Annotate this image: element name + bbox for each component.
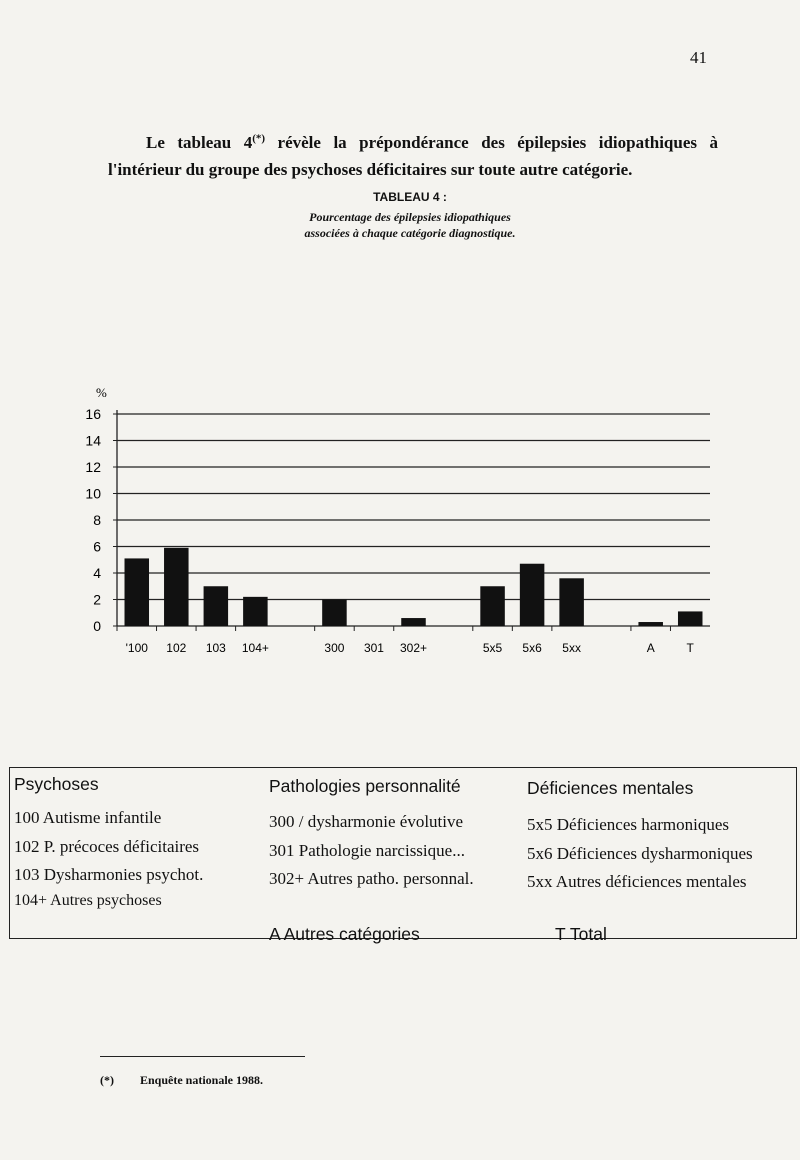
legend-item-5x6: 5x6 Déficiences dysharmoniques: [527, 844, 753, 863]
y-tick-label: 6: [93, 538, 101, 555]
bar-300: [322, 600, 347, 627]
y-tick-label: 14: [85, 432, 101, 449]
x-tick-label: 103: [205, 641, 226, 655]
legend-deficiences-heading: Déficiences mentales: [527, 778, 694, 798]
x-tick-label: 102: [166, 641, 187, 655]
bar-302: [401, 618, 426, 626]
footnote-reference: (*): [252, 132, 266, 145]
legend-item-5xx: 5xx Autres déficiences mentales: [527, 872, 747, 891]
bar-T: [678, 611, 703, 626]
x-tick-label: 302+: [399, 641, 428, 655]
x-tick-label: 301: [363, 641, 384, 655]
table-caption: [260, 209, 560, 241]
legend-item-5x5: 5x5 Déficiences harmoniques: [527, 815, 730, 834]
intro-text-end: révèle la prépondérance des épilepsies idiopathiques à l'intérieur du groupe des psychoses déficitaires sur toute autre catégorie.: [108, 133, 718, 180]
legend-item-103: 103 Dysharmonies psychot.: [14, 865, 204, 884]
table-caption-line-1: Pourcentage des épilepsies idiopathiques: [309, 210, 511, 224]
table-title: TABLEAU 4 :: [373, 190, 447, 204]
y-tick-label: 10: [85, 485, 101, 502]
bar-5xx: [559, 578, 584, 626]
bar-A: [638, 622, 663, 626]
y-tick-label: 4: [93, 565, 101, 581]
y-tick-label: 0: [93, 618, 101, 634]
bar-100: [125, 558, 150, 626]
y-tick-label: 2: [93, 591, 101, 608]
x-tick-label: 104+: [241, 641, 269, 655]
intro-text-start: Le tableau 4: [146, 133, 253, 152]
legend-item-100: 100 Autisme infantile: [14, 808, 162, 827]
legend-item-t: T Total: [555, 924, 607, 944]
y-axis-unit-label: %: [96, 385, 107, 400]
legend-psychoses-heading: Psychoses: [14, 774, 99, 794]
y-tick-label: 8: [93, 512, 101, 528]
footnote: [100, 1073, 263, 1088]
footnote-text: Enquête nationale 1988.: [140, 1073, 264, 1087]
bar-102: [164, 548, 189, 626]
x-tick-label: 5x5: [482, 641, 503, 655]
footnote-separator: [100, 1056, 305, 1057]
bar-5x6: [520, 564, 545, 626]
bar-104: [243, 597, 268, 626]
table-caption-line-2: associées à chaque catégorie diagnostique.: [304, 226, 516, 241]
legend-item-a: A Autres catégories: [269, 924, 420, 944]
x-tick-label: '100: [125, 641, 148, 655]
y-tick-label: 16: [85, 406, 101, 422]
legend-item-302: 302+ Autres patho. personnal.: [269, 869, 474, 888]
bar-103: [204, 586, 229, 626]
legend-personnalite-heading: Pathologies personnalité: [269, 776, 461, 796]
bar-5x5: [480, 586, 505, 626]
x-tick-label: T: [686, 641, 694, 655]
bar-chart: [60, 380, 740, 665]
legend-item-102: 102 P. précoces déficitaires: [14, 837, 200, 856]
legend-box: [9, 767, 797, 944]
x-tick-label: 5xx: [562, 641, 581, 655]
legend-item-104: 104+ Autres psychoses: [14, 892, 162, 909]
page-number: 41: [690, 48, 707, 67]
x-tick-label: 5x6: [522, 641, 542, 655]
legend-item-300: 300 / dysharmonie évolutive: [269, 812, 464, 831]
x-tick-label: A: [646, 641, 655, 655]
x-tick-label: 300: [324, 641, 345, 655]
y-tick-label: 12: [85, 459, 101, 475]
legend-item-301: 301 Pathologie narcissique...: [269, 841, 465, 860]
intro-paragraph: [108, 129, 718, 183]
footnote-mark: (*): [100, 1073, 114, 1087]
